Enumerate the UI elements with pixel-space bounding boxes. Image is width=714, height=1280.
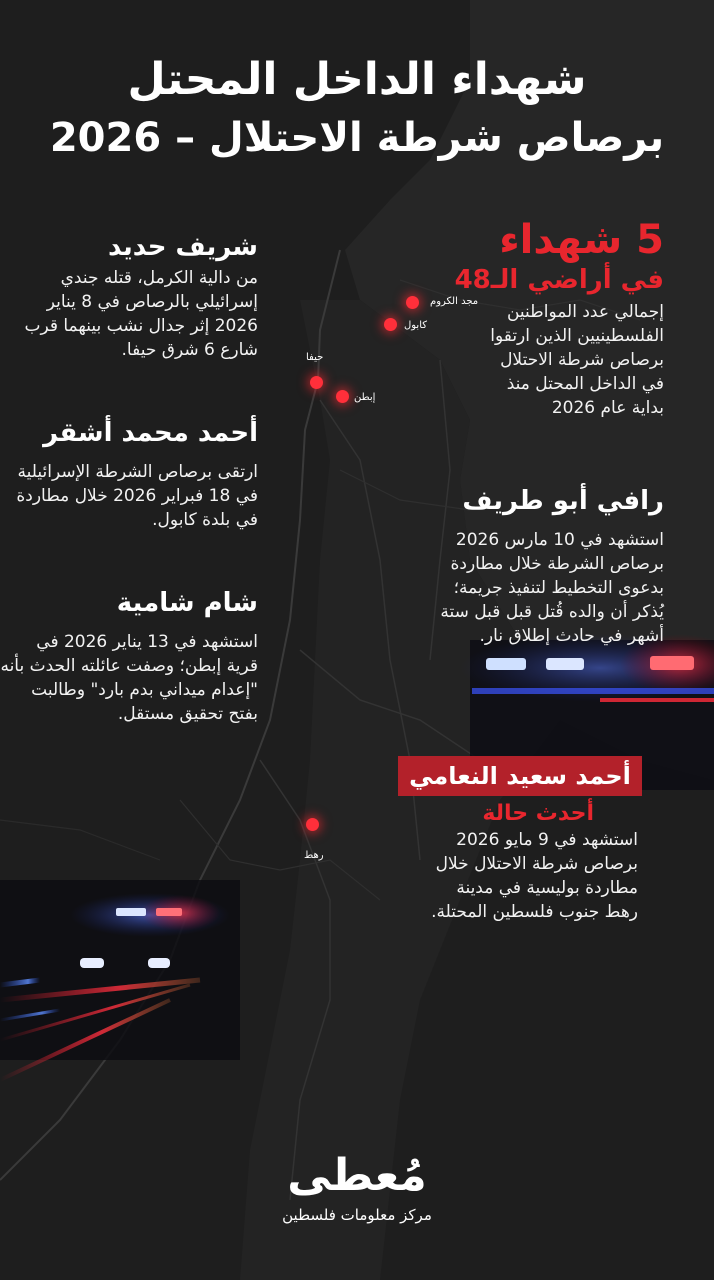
martyr-desc-line: استشهد في 10 مارس 2026 <box>455 530 664 550</box>
region-label: في أراضي الـ48 <box>454 265 664 295</box>
map-marker-majd <box>406 296 419 309</box>
martyr-desc-line: "إعدام ميداني بدم بارد" وطالبت <box>31 680 258 700</box>
martyr-name-ahmad-ashqar: أحمد محمد أشقر <box>43 418 258 448</box>
summary-line-1: إجمالي عدد المواطنين <box>506 302 664 322</box>
summary-line-2: الفلسطينيين الذين ارتقوا <box>490 326 664 346</box>
martyr-desc-line: استشهد في 13 يناير 2026 في <box>36 632 258 652</box>
martyr-desc-line: يُذكر أن والده قُتل قبل قبل ستة <box>440 602 664 622</box>
martyr-desc-line: برصاص شرطة الاحتلال خلال <box>435 854 638 874</box>
martyr-desc-line: أشهر في حادث إطلاق نار. <box>479 626 664 646</box>
martyr-desc-line: استشهد في 9 مايو 2026 <box>456 830 638 850</box>
martyr-desc-line: مطاردة بوليسية في مدينة <box>456 878 638 898</box>
map-label-ibtin: إبطن <box>354 392 376 403</box>
martyr-desc-line: 2026 إثر جدال نشب بينهما قرب <box>24 316 258 336</box>
martyr-name-sharif: شريف حديد <box>107 232 258 262</box>
martyr-desc-line: من دالية الكرمل، قتله جندي <box>60 268 258 288</box>
martyr-desc-line: إسرائيلي بالرصاص في 8 يناير <box>46 292 258 312</box>
martyr-desc-line: في بلدة كابول. <box>152 510 258 530</box>
summary-line-5: بداية عام 2026 <box>551 398 664 418</box>
martyr-name-rafi: رافي أبو طريف <box>462 486 664 516</box>
martyr-count: 5 شهداء <box>499 217 664 263</box>
martyr-desc-line: رهط جنوب فلسطين المحتلة. <box>431 902 638 922</box>
map-marker-ibtin <box>336 390 349 403</box>
map-label-rahat: رهط <box>304 850 324 861</box>
latest-case-banner: أحمد سعيد النعامي <box>398 756 642 796</box>
logo: مُعطى <box>287 1150 427 1201</box>
martyr-desc-line: ارتقى برصاص الشرطة الإسرائيلية <box>17 462 258 482</box>
map-label-haifa: حيفا <box>306 352 324 363</box>
page-subtitle: برصاص شرطة الاحتلال – 2026 <box>49 115 665 161</box>
logo-subtitle: مركز معلومات فلسطين <box>282 1206 432 1224</box>
page-title: شهداء الداخل المحتل <box>127 54 587 105</box>
map-marker-kabul <box>384 318 397 331</box>
map-marker-haifa <box>310 376 323 389</box>
summary-line-4: في الداخل المحتل منذ <box>506 374 664 394</box>
martyr-desc-line: برصاص الشرطة خلال مطاردة <box>450 554 664 574</box>
martyr-desc-line: في 18 فبراير 2026 خلال مطاردة <box>16 486 258 506</box>
martyr-name-sham: شام شامية <box>116 588 258 618</box>
martyr-desc-line: شارع 6 شرق حيفا. <box>121 340 258 360</box>
latest-case-tag: أحدث حالة <box>482 801 594 826</box>
summary-line-3: برصاص شرطة الاحتلال <box>500 350 664 370</box>
martyr-desc-line: قرية إبطن؛ وصفت عائلته الحدث بأنه <box>0 656 258 676</box>
martyr-desc-line: بفتح تحقيق مستقل. <box>117 704 258 724</box>
martyr-desc-line: بدعوى التخطيط لتنفيذ جريمة؛ <box>453 578 664 598</box>
map-label-majd: مجد الكروم <box>430 296 479 307</box>
map-marker-rahat <box>306 818 319 831</box>
map-label-kabul: كابول <box>404 320 428 331</box>
